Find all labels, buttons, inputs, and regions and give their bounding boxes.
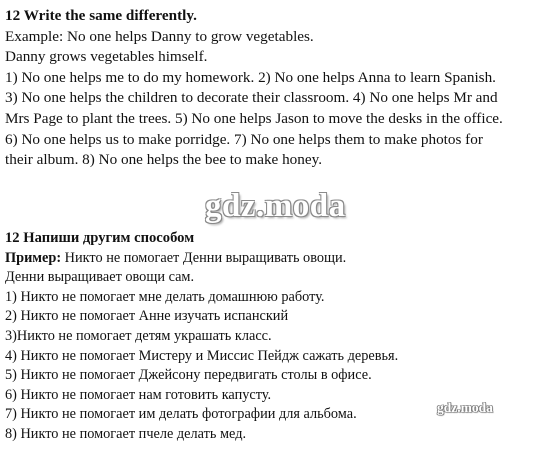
english-line: Danny grows vegetables himself. <box>5 48 208 66</box>
russian-example-text: Никто не помогает Денни выращивать овощи. <box>61 249 347 266</box>
russian-line: 2) Никто не помогает Анне изучать испанский <box>5 308 289 325</box>
russian-line: 4) Никто не помогает Мистеру и Миссис Пейдж сажать деревья. <box>5 347 399 364</box>
russian-example-label: Пример: <box>5 249 62 266</box>
russian-line: 1) Никто не помогает мне делать домашнюю работу. <box>5 288 325 305</box>
russian-line: 6) Никто не помогает нам готовить капусту. <box>5 386 272 403</box>
english-line: Example: No one helps Danny to grow vegetables. <box>5 27 314 45</box>
english-exercise-title: 12 Write the same differently. <box>5 7 197 24</box>
russian-line: 8) Никто не помогает пчеле делать мед. <box>5 425 247 442</box>
watermark-corner: gdz.moda <box>437 400 493 415</box>
english-exercise <box>5 6 550 171</box>
english-line: their album. 8) No one helps the bee to make honey. <box>5 151 323 169</box>
russian-line: 5) Никто не помогает Джейсону передвигать столы в офисе. <box>5 367 372 384</box>
english-line: 1) No one helps me to do my homework. 2) No one helps Anna to learn Spanish. <box>5 68 496 86</box>
watermark-main: gdz.moda <box>205 188 346 224</box>
english-line: 3) No one helps the children to decorate their classroom. 4) No one helps Mr and <box>5 89 498 107</box>
english-line: 6) No one helps us to make porridge. 7) No one helps them to make photos for <box>5 130 483 148</box>
russian-line: 7) Никто не помогает им делать фотографии для альбома. <box>5 406 357 423</box>
russian-exercise-title: 12 Напиши другим способом <box>5 230 195 246</box>
russian-line: Денни выращивает овощи сам. <box>5 269 195 286</box>
russian-line: 3)Никто не помогает детям украшать класс. <box>5 327 272 344</box>
russian-example-line <box>5 249 550 269</box>
english-line: Mrs Page to plant the trees. 5) No one helps Jason to move the desks in the office. <box>5 109 503 127</box>
